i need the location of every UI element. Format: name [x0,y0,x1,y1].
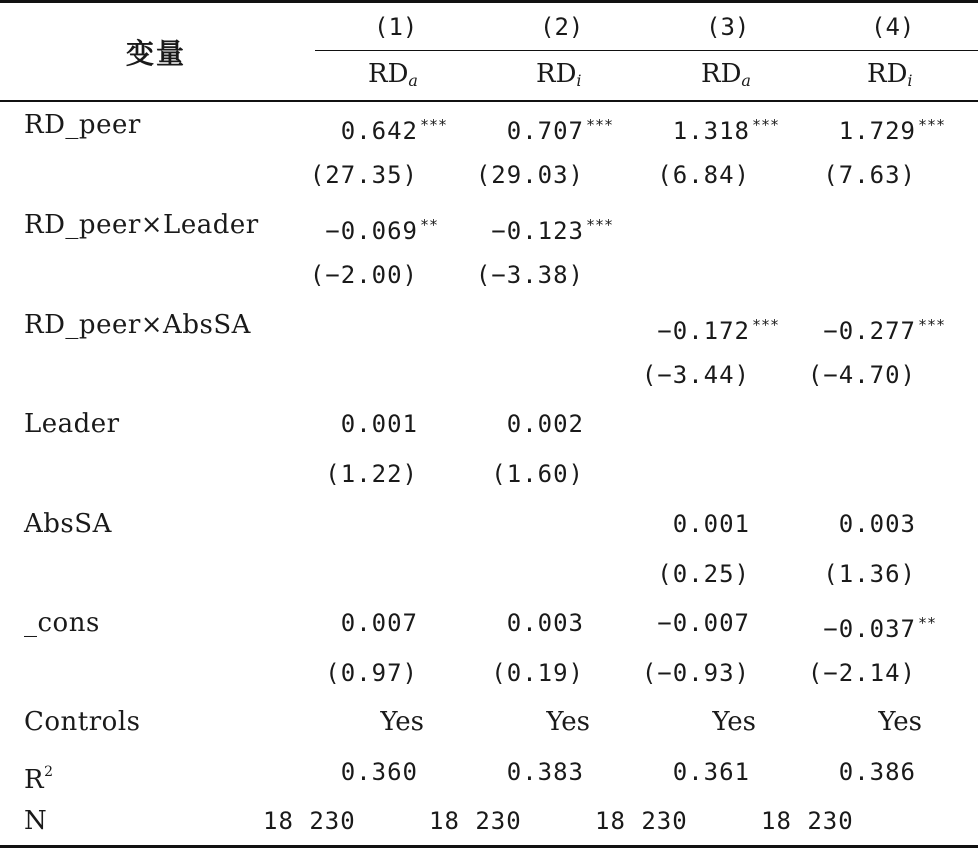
column-number-4: (4) [871,13,915,41]
row-label-n: N [24,806,48,836]
coef-rd-peer-leader-1: −0.069 ** [325,216,439,245]
tstat-rd-peer-abssa-4: (−4.70) [807,361,916,389]
tstat-rd-peer-leader-1: (−2.00) [309,261,418,289]
controls-1: Yes [380,707,424,737]
r-squared-2: 0.383 [506,758,584,786]
coef-cons-2: 0.003 [506,609,584,637]
tstat-rd-peer-1: (27.35) [309,161,418,189]
coef-rd-peer-2: 0.707 *** [506,116,614,145]
column-number-2: (2) [540,13,584,41]
tstat-cons-1: (0.97) [325,659,418,687]
r-squared-1: 0.360 [340,758,418,786]
row-label-leader: Leader [24,409,120,439]
column-number-3: (3) [706,13,750,41]
tstat-rd-peer-abssa-3: (−3.44) [641,361,750,389]
variable-header: 变量 [126,37,187,70]
column-number-1: (1) [374,13,418,41]
dependent-variable-1: $RD_a$ [368,59,418,90]
observations-1: 18 230 [263,807,356,835]
tstat-cons-2: (0.19) [491,659,584,687]
coef-cons-1: 0.007 [340,609,418,637]
tstat-leader-2: (1.60) [491,460,584,488]
dependent-variable-2: $RD_i$ [536,59,582,90]
observations-4: 18 230 [761,807,854,835]
coef-leader-1: 0.001 [340,410,418,438]
coef-rd-peer-leader-2: −0.123 *** [491,216,614,245]
tstat-rd-peer-leader-2: (−3.38) [475,261,584,289]
controls-3: Yes [712,707,756,737]
coef-rd-peer-4: 1.729 *** [838,116,946,145]
coef-abssa-3: 0.001 [672,510,750,538]
tstat-abssa-3: (0.25) [657,560,750,588]
tstat-cons-4: (−2.14) [807,659,916,687]
r-squared-3: 0.361 [672,758,750,786]
coef-rd-peer-abssa-3: −0.172 *** [657,316,780,345]
row-label-rd-peer-abssa: RD_peer×AbsSA [24,310,251,340]
coef-rd-peer-abssa-4: −0.277 *** [823,316,946,345]
tstat-cons-3: (−0.93) [641,659,750,687]
coef-rd-peer-1: 0.642 *** [340,116,448,145]
tstat-leader-1: (1.22) [325,460,418,488]
tstat-abssa-4: (1.36) [823,560,916,588]
row-label-rd-peer: RD_peer [24,110,141,140]
column-header-rule [315,50,978,51]
row-label-controls: Controls [24,707,141,737]
table-bottom-rule [0,845,978,848]
controls-2: Yes [546,707,590,737]
table-top-rule [0,0,978,3]
dependent-variable-4: $RD_i$ [867,59,913,90]
row-label-r-squared: $R^2$ [24,764,54,795]
coef-cons-3: −0.007 [657,609,750,637]
tstat-rd-peer-4: (7.63) [823,161,916,189]
tstat-rd-peer-3: (6.84) [657,161,750,189]
controls-4: Yes [878,707,922,737]
observations-2: 18 230 [429,807,522,835]
coef-leader-2: 0.002 [506,410,584,438]
coef-rd-peer-3: 1.318 *** [672,116,780,145]
observations-3: 18 230 [595,807,688,835]
tstat-rd-peer-2: (29.03) [475,161,584,189]
row-label-rd-peer-leader: RD_peer×Leader [24,210,259,240]
row-label-cons: _cons [24,608,100,638]
coef-abssa-4: 0.003 [838,510,916,538]
row-label-abssa: AbsSA [24,509,112,539]
header-bottom-rule [0,100,978,102]
coef-cons-4: −0.037 ** [823,614,937,643]
r-squared-4: 0.386 [838,758,916,786]
dependent-variable-3: $RD_a$ [701,59,751,90]
